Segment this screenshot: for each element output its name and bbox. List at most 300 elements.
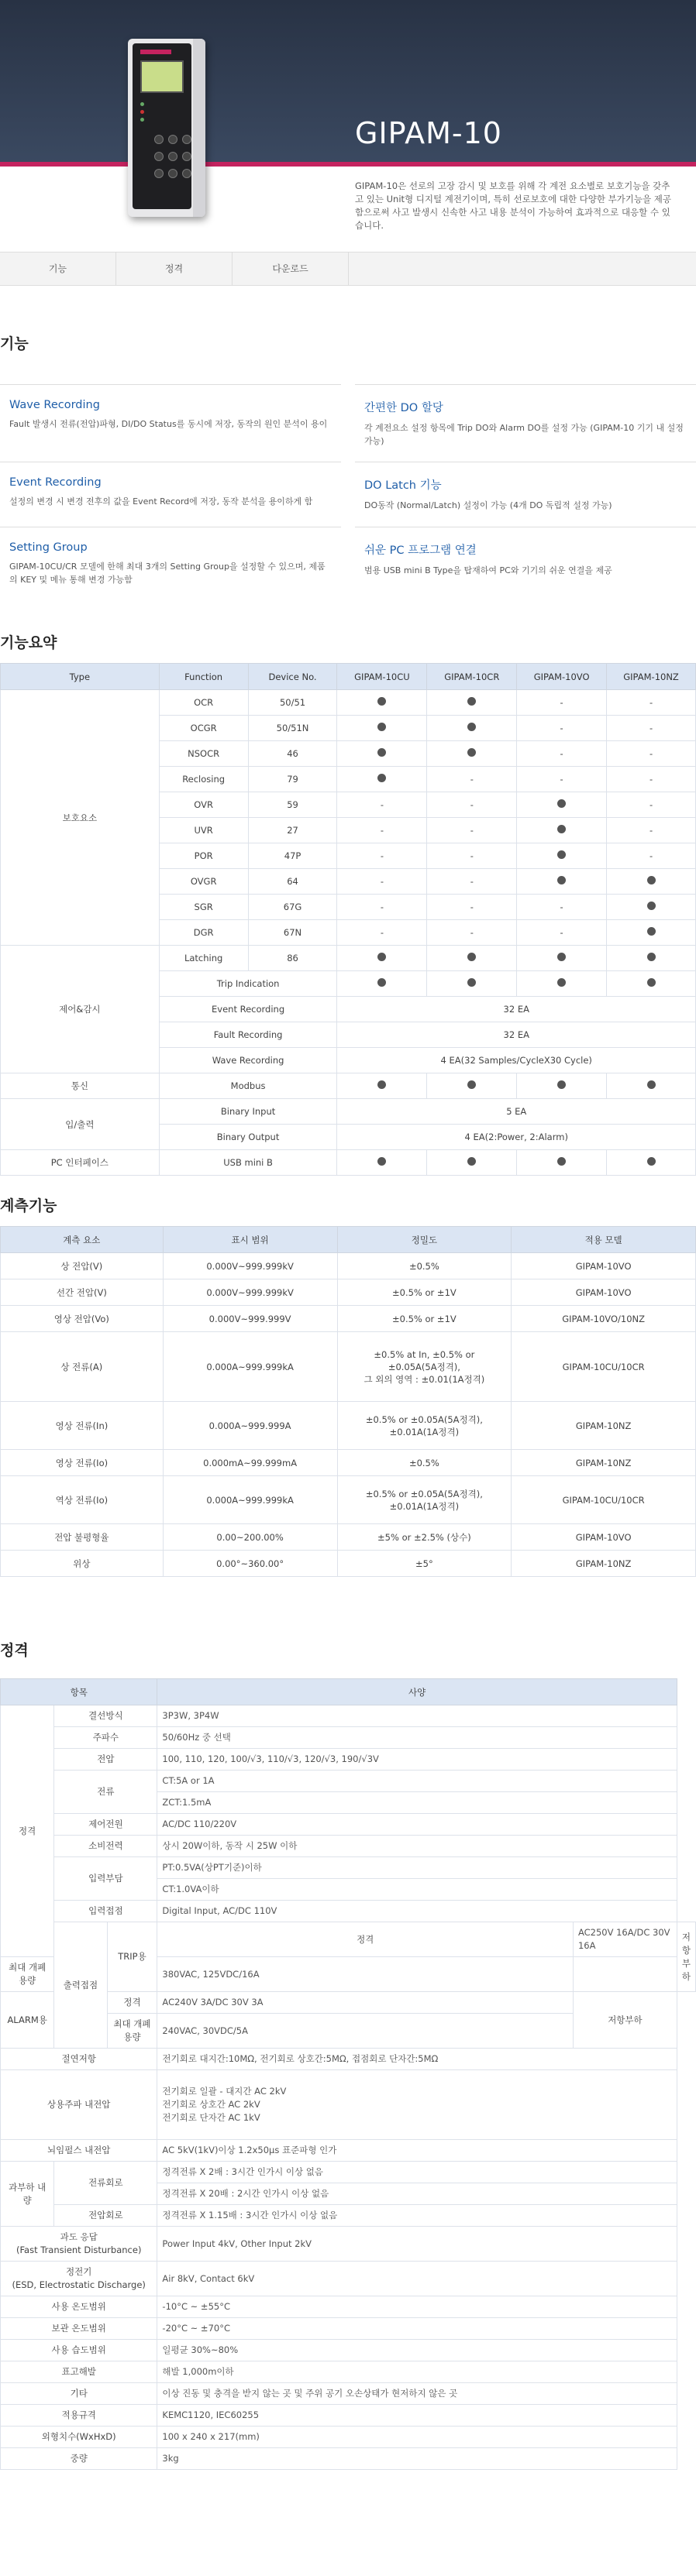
rating-value: ZCT:1.5mA: [157, 1792, 677, 1814]
feature-desc: 설정의 변경 시 변경 전후의 값을 Event Record에 저장, 동작 분석을 용이하게 함: [9, 496, 313, 507]
tab-features[interactable]: 기능: [0, 252, 116, 285]
device-number: 64: [248, 869, 337, 895]
function-summary-table: [0, 663, 696, 1176]
section-title-features: 기능: [0, 335, 29, 352]
table-cell: ±0.5% or ±0.05A(5A정격), ±0.01A(1A정격): [337, 1476, 512, 1524]
feature-card: [355, 462, 696, 527]
rating-group-label: 출력접점: [54, 1922, 107, 2049]
column-header: GIPAM-10VO: [517, 664, 607, 690]
table-header-row: [1, 664, 696, 690]
rating-value: 380VAC, 125VDC/16A: [157, 1957, 574, 1992]
supported-dot-icon: [377, 723, 386, 731]
table-cell: [337, 767, 427, 792]
table-row: [1, 1771, 696, 1792]
feature-title: 간편한 DO 할당: [364, 402, 443, 414]
table-cell: [517, 1073, 607, 1099]
supported-dot-icon: [467, 1080, 476, 1089]
table-cell: -: [607, 818, 696, 843]
table-cell: [607, 869, 696, 895]
supported-dot-icon: [647, 1157, 656, 1166]
table-cell: [337, 716, 427, 741]
table-cell: -: [607, 843, 696, 869]
table-row: [1, 1306, 696, 1332]
table-cell: 영상 전압(Vo): [1, 1306, 164, 1332]
table-row: [1, 1814, 696, 1836]
rating-value: 3P3W, 3P4W: [157, 1705, 677, 1727]
rating-label: 결선방식: [54, 1705, 157, 1727]
table-cell: -: [427, 792, 517, 818]
product-title: GIPAM-10: [355, 116, 502, 150]
function-name: DGR: [159, 920, 248, 946]
supported-dot-icon: [557, 953, 566, 961]
column-header: GIPAM-10CR: [427, 664, 517, 690]
rating-label: 전압회로: [54, 2205, 157, 2227]
table-cell: 4 EA(32 Samples/CycleX30 Cycle): [337, 1048, 696, 1073]
section-title-measure: 계측기능: [0, 1197, 57, 1214]
table-cell: 상 전류(A): [1, 1332, 164, 1402]
rating-label: 정격: [157, 1922, 574, 1957]
function-name: Modbus: [159, 1073, 337, 1099]
table-cell: 상 전압(V): [1, 1253, 164, 1279]
function-name: SGR: [159, 895, 248, 920]
rating-value: PT:0.5VA(상PT기준)이하: [157, 1857, 677, 1879]
table-row: [1, 2361, 696, 2383]
table-row: [1, 2427, 696, 2448]
table-cell: ±5% or ±2.5% (상수): [337, 1524, 512, 1551]
table-row: [1, 1253, 696, 1279]
measurement-table: [0, 1226, 696, 1577]
table-cell: [517, 946, 607, 971]
rating-label: TRIP용: [107, 1922, 157, 1992]
table-cell: 0.000mA~99.999mA: [163, 1450, 337, 1476]
table-cell: GIPAM-10CU/10CR: [512, 1476, 696, 1524]
supported-dot-icon: [647, 927, 656, 936]
table-cell: 0.000V~999.999kV: [163, 1279, 337, 1306]
table-cell: -: [517, 716, 607, 741]
column-header: GIPAM-10NZ: [607, 664, 696, 690]
table-row: [1, 1836, 696, 1857]
rating-value: 정격전류 X 20배 : 2시간 인가시 이상 없음: [157, 2183, 677, 2205]
rating-label: 전압: [54, 1749, 157, 1771]
table-cell: GIPAM-10VO: [512, 1279, 696, 1306]
column-header: 적용 모델: [512, 1227, 696, 1253]
table-cell: ±0.5%: [337, 1450, 512, 1476]
type-group-label: 제어&감시: [1, 946, 160, 1073]
table-cell: 32 EA: [337, 1022, 696, 1048]
table-cell: 32 EA: [337, 997, 696, 1022]
rating-label: 과도 응답 (Fast Transient Disturbance): [1, 2227, 157, 2262]
function-name: OVR: [159, 792, 248, 818]
supported-dot-icon: [557, 825, 566, 833]
rating-value: 전기회로 일괄 - 대지간 AC 2kV 전기회로 상호간 AC 2kV 전기회로 단자간 AC 1kV: [157, 2070, 677, 2140]
table-cell: [337, 741, 427, 767]
table-row: [1, 2262, 696, 2296]
supported-dot-icon: [467, 1157, 476, 1166]
supported-dot-icon: [647, 1080, 656, 1089]
table-cell: ±0.5% or ±1V: [337, 1279, 512, 1306]
table-cell: GIPAM-10VO/10NZ: [512, 1306, 696, 1332]
device-number: 46: [248, 741, 337, 767]
table-cell: 0.000A~999.999A: [163, 1402, 337, 1450]
rating-label: 표고해발: [1, 2361, 157, 2383]
product-description: GIPAM-10은 선로의 고장 감시 및 보호를 위해 각 계전 요소별로 보호기능을 갖추고 있는 Unit형 디지털 계전기이며, 특히 선로보호에 대한 다양한 부가기능을 제공함으로써 사고 발생시 신속한 사고 내용 분석이 가능하여 효과적으로 대응할 수 있습니다.: [355, 180, 671, 231]
device-number: 79: [248, 767, 337, 792]
column-header: 표시 범위: [163, 1227, 337, 1253]
device-number: 27: [248, 818, 337, 843]
table-cell: -: [427, 767, 517, 792]
rating-label: 전류: [54, 1771, 157, 1814]
table-cell: [607, 920, 696, 946]
rating-value: AC/DC 110/220V: [157, 1814, 677, 1836]
column-header: GIPAM-10CU: [337, 664, 427, 690]
table-row: [1, 2140, 696, 2162]
table-cell: -: [517, 895, 607, 920]
rating-label: 과부하 내량: [1, 2162, 54, 2227]
table-cell: [607, 1073, 696, 1099]
table-cell: [517, 971, 607, 997]
rating-label: 소비전력: [54, 1836, 157, 1857]
table-cell: ±0.5% at In, ±0.5% or ±0.05A(5A정격), 그 외의 영역 : ±0.01(1A정격): [337, 1332, 512, 1402]
table-cell: [517, 869, 607, 895]
column-header: 계측 요소: [1, 1227, 164, 1253]
function-name: Binary Input: [159, 1099, 337, 1125]
table-cell: [517, 843, 607, 869]
device-number: 50/51: [248, 690, 337, 716]
rating-value: 정격전류 X 1.15배 : 3시간 인가시 이상 없음: [157, 2205, 677, 2227]
rating-label: ALARM용: [1, 1992, 54, 2049]
table-cell: 0.000V~999.999kV: [163, 1253, 337, 1279]
table-row: [1, 1857, 696, 1879]
table-cell: [607, 895, 696, 920]
table-row: [1, 946, 696, 971]
table-cell: [427, 971, 517, 997]
rating-value: -10°C ~ ±55°C: [157, 2296, 677, 2318]
table-cell: [517, 1150, 607, 1176]
rating-label: 입력접점: [54, 1901, 157, 1922]
table-cell: -: [517, 767, 607, 792]
table-row: [1, 690, 696, 716]
table-cell: [517, 818, 607, 843]
table-cell: 4 EA(2:Power, 2:Alarm): [337, 1125, 696, 1150]
table-cell: -: [607, 716, 696, 741]
supported-dot-icon: [467, 953, 476, 961]
rating-value: CT:1.0VA이하: [157, 1879, 677, 1901]
column-header: Device No.: [248, 664, 337, 690]
table-cell: [427, 741, 517, 767]
type-group-label: 보호요소: [1, 690, 160, 946]
supported-dot-icon: [377, 1157, 386, 1166]
table-cell: ±0.5% or ±0.05A(5A정격), ±0.01A(1A정격): [337, 1402, 512, 1450]
function-name: Wave Recording: [159, 1048, 337, 1073]
table-cell: [337, 971, 427, 997]
function-name: Event Recording: [159, 997, 337, 1022]
table-cell: 0.00°~360.00°: [163, 1551, 337, 1577]
table-row: [1, 1901, 696, 1922]
table-cell: [427, 690, 517, 716]
rating-label: 상용주파 내전압: [1, 2070, 157, 2140]
table-cell: [427, 1150, 517, 1176]
table-cell: -: [427, 920, 517, 946]
rating-label: 사용 습도범위: [1, 2340, 157, 2361]
table-cell: -: [607, 767, 696, 792]
feature-grid: [0, 384, 696, 600]
table-cell: -: [427, 843, 517, 869]
device-number: 67N: [248, 920, 337, 946]
table-cell: -: [517, 920, 607, 946]
rating-label: 정전기 (ESD, Electrostatic Discharge): [1, 2262, 157, 2296]
feature-title: 쉬운 PC 프로그램 연결: [364, 544, 477, 557]
table-row: [1, 1476, 696, 1524]
supported-dot-icon: [647, 876, 656, 884]
table-cell: [337, 946, 427, 971]
device-number: 86: [248, 946, 337, 971]
table-cell: -: [337, 869, 427, 895]
feature-desc: 범용 USB mini B Type을 탑재하여 PC와 기기의 쉬운 연결을 제공: [364, 565, 612, 575]
table-row: [1, 1705, 696, 1727]
table-cell: -: [337, 792, 427, 818]
rating-value: 전기회로 대지간:10MΩ, 전기회로 상호간:5MΩ, 접점회로 단자간:5MΩ: [157, 2049, 677, 2070]
function-name: OCGR: [159, 716, 248, 741]
rating-table: [0, 1678, 696, 2470]
rating-label: 적용규격: [1, 2405, 157, 2427]
feature-card: [355, 527, 696, 600]
table-cell: [607, 1150, 696, 1176]
supported-dot-icon: [467, 697, 476, 706]
rating-label: 정격: [107, 1992, 157, 2014]
table-row: [1, 1150, 696, 1176]
table-header-row: [1, 1227, 696, 1253]
feature-desc: DO동작 (Normal/Latch) 설정이 가능 (4개 DO 독립적 설정 가능): [364, 500, 612, 510]
device-number: 59: [248, 792, 337, 818]
table-cell: [427, 1073, 517, 1099]
rating-label: 외형치수(WxHxD): [1, 2427, 157, 2448]
table-cell: -: [337, 920, 427, 946]
rating-label: 중량: [1, 2448, 157, 2470]
table-cell: ±0.5% or ±1V: [337, 1306, 512, 1332]
supported-dot-icon: [557, 799, 566, 808]
table-cell: GIPAM-10NZ: [512, 1402, 696, 1450]
table-cell: 0.00~200.00%: [163, 1524, 337, 1551]
rating-value: 100 x 240 x 217(mm): [157, 2427, 677, 2448]
rating-value: 해발 1,000m이하: [157, 2361, 677, 2383]
rating-header-item: 항목: [1, 1679, 157, 1705]
table-cell: 선간 전압(V): [1, 1279, 164, 1306]
feature-title: DO Latch 기능: [364, 479, 442, 492]
device-number: 67G: [248, 895, 337, 920]
table-row: [1, 1099, 696, 1125]
table-row: [1, 1279, 696, 1306]
supported-dot-icon: [377, 748, 386, 757]
feature-title: Event Recording: [9, 476, 102, 489]
table-cell: [337, 1073, 427, 1099]
hero-banner: [0, 0, 696, 252]
table-row: [1, 1450, 696, 1476]
table-cell: GIPAM-10VO: [512, 1524, 696, 1551]
section-title-summary: 기능요약: [0, 634, 57, 651]
rating-value: 240VAC, 30VDC/5A: [157, 2014, 574, 2049]
table-cell: [517, 792, 607, 818]
rating-value: 정격전류 X 2배 : 3시간 인가시 이상 없음: [157, 2162, 677, 2183]
table-cell: 0.000V~999.999V: [163, 1306, 337, 1332]
table-cell: GIPAM-10NZ: [512, 1450, 696, 1476]
table-cell: -: [427, 895, 517, 920]
feature-title: Wave Recording: [9, 399, 100, 411]
feature-desc: 각 계전요소 설정 항목에 Trip DO와 Alarm DO를 설정 가능 (GIPAM-10 기기 내 설정 가능): [364, 423, 684, 446]
rating-value: AC240V 3A/DC 30V 3A: [157, 1992, 574, 2014]
supported-dot-icon: [467, 748, 476, 757]
table-row: [1, 1073, 696, 1099]
table-cell: -: [337, 818, 427, 843]
table-row: [1, 2162, 696, 2183]
function-name: NSOCR: [159, 741, 248, 767]
rating-label: 입력부담: [54, 1857, 157, 1901]
table-row: [1, 2318, 696, 2340]
function-name: Binary Output: [159, 1125, 337, 1150]
table-cell: ±5°: [337, 1551, 512, 1577]
column-header: Function: [159, 664, 248, 690]
supported-dot-icon: [557, 978, 566, 987]
rating-value: Power Input 4kV, Other Input 2kV: [157, 2227, 677, 2262]
rating-label: 절연저항: [1, 2049, 157, 2070]
rating-value: 저항부하: [677, 1922, 695, 1992]
function-name: Fault Recording: [159, 1022, 337, 1048]
supported-dot-icon: [377, 1080, 386, 1089]
table-cell: GIPAM-10NZ: [512, 1551, 696, 1577]
table-row: [1, 1922, 696, 1957]
function-name: UVR: [159, 818, 248, 843]
supported-dot-icon: [557, 850, 566, 859]
rating-value: 상시 20W이하, 동작 시 25W 이하: [157, 1836, 677, 1857]
table-row: [1, 2448, 696, 2470]
rating-value: 이상 진동 및 충격을 받지 않는 곳 및 주위 공기 오손상태가 현저하지 않은 곳: [157, 2383, 677, 2405]
supported-dot-icon: [377, 953, 386, 961]
function-name: Latching: [159, 946, 248, 971]
table-cell: -: [337, 895, 427, 920]
table-cell: [607, 946, 696, 971]
table-row: [1, 1727, 696, 1749]
table-row: [1, 1402, 696, 1450]
table-cell: ±0.5%: [337, 1253, 512, 1279]
table-cell: [337, 1150, 427, 1176]
rating-label: 주파수: [54, 1727, 157, 1749]
supported-dot-icon: [377, 978, 386, 987]
rating-header-spec: 사양: [157, 1679, 677, 1705]
table-cell: [427, 946, 517, 971]
rating-label: 최대 개폐 용량: [107, 2014, 157, 2049]
rating-value: Air 8kV, Contact 6kV: [157, 2262, 677, 2296]
type-group-label: 통신: [1, 1073, 160, 1099]
supported-dot-icon: [647, 953, 656, 961]
rating-label: 기타: [1, 2383, 157, 2405]
type-group-label: PC 인터페이스: [1, 1150, 160, 1176]
feature-card: [355, 384, 696, 462]
supported-dot-icon: [467, 978, 476, 987]
device-number: 50/51N: [248, 716, 337, 741]
supported-dot-icon: [557, 1157, 566, 1166]
table-cell: 5 EA: [337, 1099, 696, 1125]
table-cell: -: [517, 690, 607, 716]
table-cell: GIPAM-10CU/10CR: [512, 1332, 696, 1402]
rating-value: CT:5A or 1A: [157, 1771, 677, 1792]
rating-group-label: 정격: [1, 1705, 54, 1957]
product-image: [128, 39, 205, 217]
table-row: [1, 1749, 696, 1771]
rating-value: 50/60Hz 중 선택: [157, 1727, 677, 1749]
tab-rating[interactable]: 정격: [116, 252, 233, 285]
table-cell: -: [427, 818, 517, 843]
feature-title: Setting Group: [9, 541, 88, 554]
rating-label: 사용 온도범위: [1, 2296, 157, 2318]
rating-value: 100, 110, 120, 100/√3, 110/√3, 120/√3, 190/√3V: [157, 1749, 677, 1771]
function-name: Trip Indication: [159, 971, 337, 997]
supported-dot-icon: [647, 978, 656, 987]
device-number: 47P: [248, 843, 337, 869]
rating-label: 보관 온도범위: [1, 2318, 157, 2340]
table-cell: 역상 전류(Io): [1, 1476, 164, 1524]
table-row: [1, 2296, 696, 2318]
rating-value: 3kg: [157, 2448, 677, 2470]
table-cell: 영상 전류(In): [1, 1402, 164, 1450]
supported-dot-icon: [377, 774, 386, 782]
rating-label: 최대 개폐 용량: [1, 1957, 54, 1992]
table-row: [1, 2205, 696, 2227]
table-cell: 영상 전류(Io): [1, 1450, 164, 1476]
supported-dot-icon: [647, 902, 656, 910]
function-name: OVGR: [159, 869, 248, 895]
tab-bar: [0, 252, 696, 286]
rating-value: KEMC1120, IEC60255: [157, 2405, 677, 2427]
function-name: OCR: [159, 690, 248, 716]
table-row: [1, 1551, 696, 1577]
column-header: 정밀도: [337, 1227, 512, 1253]
section-title-rating: 정격: [0, 1642, 29, 1659]
table-cell: GIPAM-10VO: [512, 1253, 696, 1279]
table-cell: 전압 불평형율: [1, 1524, 164, 1551]
table-cell: 0.000A~999.999kA: [163, 1332, 337, 1402]
table-row: [1, 2405, 696, 2427]
function-name: POR: [159, 843, 248, 869]
tab-download[interactable]: 다운로드: [233, 252, 349, 285]
supported-dot-icon: [467, 723, 476, 731]
table-row: [1, 2340, 696, 2361]
rating-value: 저항부하: [573, 1992, 677, 2049]
table-cell: [607, 971, 696, 997]
rating-value: AC250V 16A/DC 30V 16A: [573, 1922, 677, 1957]
rating-label: 전류회로: [54, 2162, 157, 2205]
feature-desc: GIPAM-10CU/CR 모델에 한해 최대 3개의 Setting Group을 설정할 수 있으며, 제품의 KEY 및 메뉴 통해 변경 가능함: [9, 562, 326, 585]
feature-card: [0, 527, 341, 600]
type-group-label: 입/출력: [1, 1099, 160, 1150]
rating-value: 일평균 30%~80%: [157, 2340, 677, 2361]
table-cell: -: [607, 741, 696, 767]
table-cell: -: [607, 792, 696, 818]
function-name: USB mini B: [159, 1150, 337, 1176]
table-row: [1, 2227, 696, 2262]
table-row: [1, 2383, 696, 2405]
table-row: [1, 2049, 696, 2070]
feature-card: [0, 462, 341, 527]
rating-value: -20°C ~ ±70°C: [157, 2318, 677, 2340]
table-cell: [427, 716, 517, 741]
feature-desc: Fault 발생시 전류(전압)파형, DI/DO Status를 동시에 저장, 동작의 원인 분석이 용이: [9, 419, 328, 429]
supported-dot-icon: [557, 876, 566, 884]
feature-card: [0, 384, 341, 462]
column-header: Type: [1, 664, 160, 690]
table-cell: 위상: [1, 1551, 164, 1577]
table-cell: -: [427, 869, 517, 895]
table-cell: -: [517, 741, 607, 767]
table-cell: -: [607, 690, 696, 716]
